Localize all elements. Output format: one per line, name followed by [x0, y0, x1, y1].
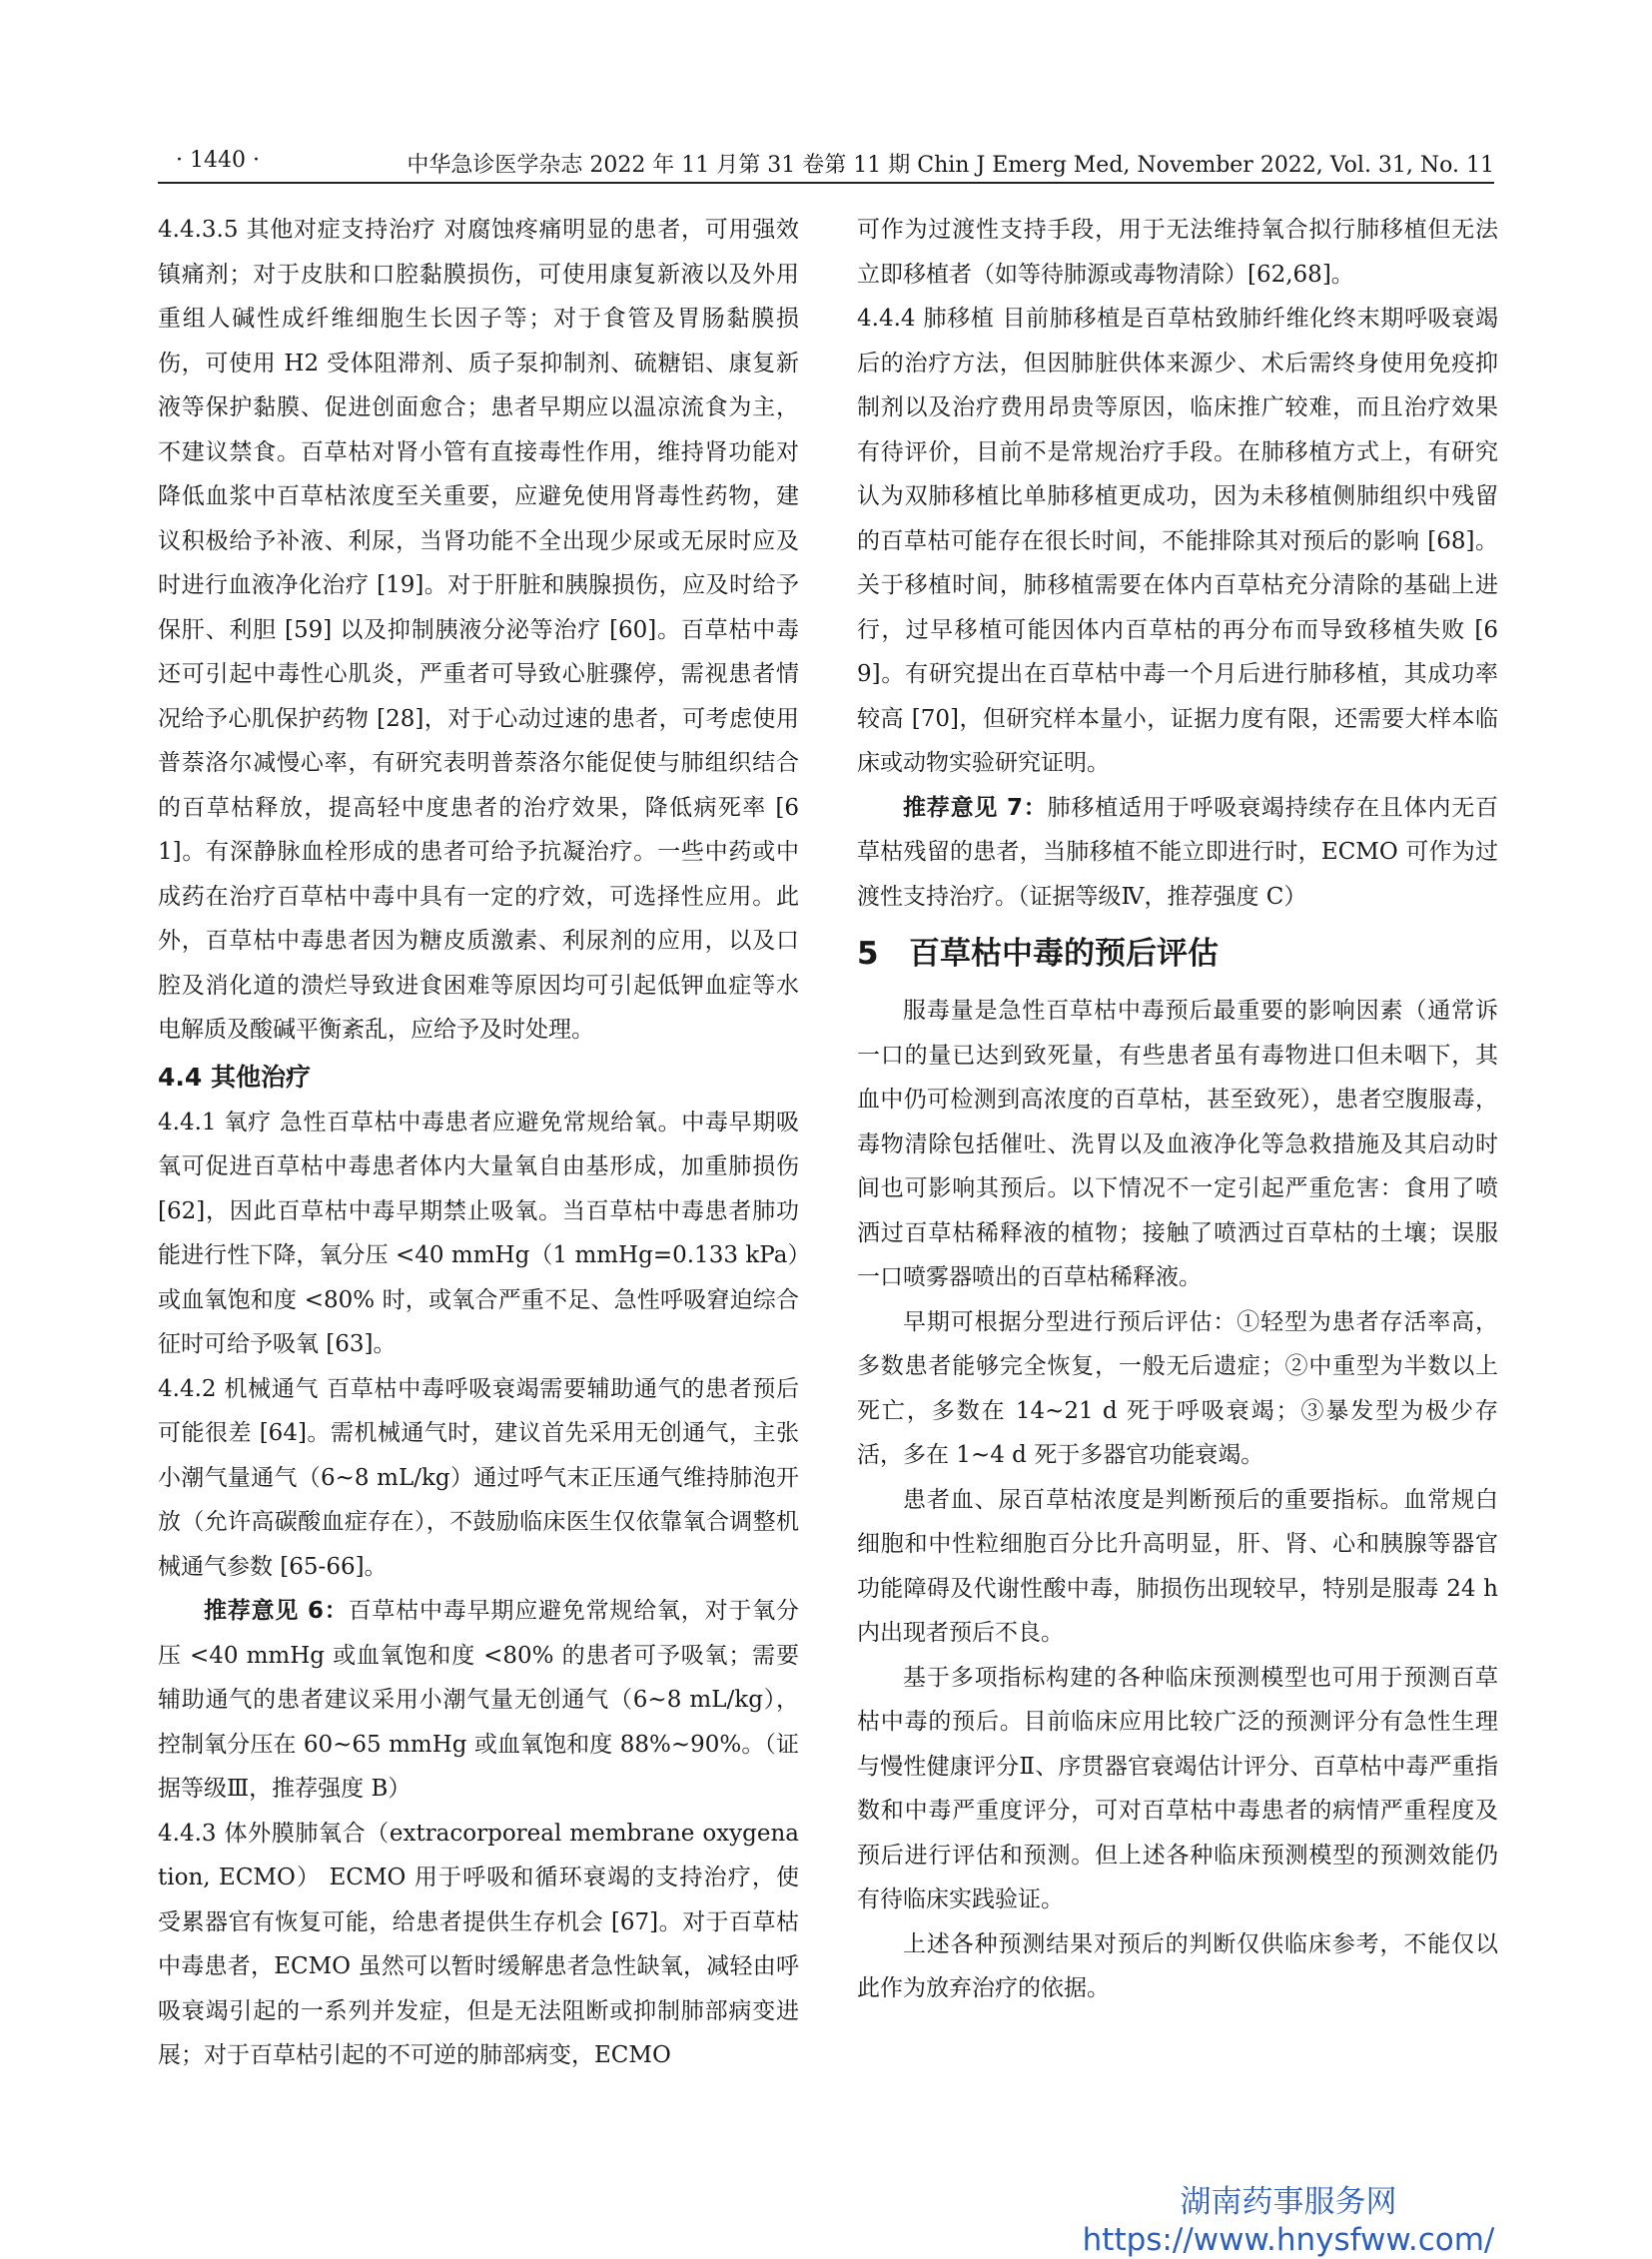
prognosis-paragraph-4: 基于多项指标构建的各种临床预测模型也可用于预测百草枯中毒的预后。目前临床应用比较广泛的预测评分有急性生理与慢性健康评分Ⅱ、序贯器官衰竭估计评分、百草枯中毒严重指数和中毒严重度评分，可对百草枯中毒患者的病情严重程度及预后进行评估和预测。但上述各种临床预测模型的预测效能仍有待临床实践验证。: [857, 1664, 1498, 1912]
prognosis-paragraph-5: 上述各种预测结果对预后的判断仅供临床参考，不能仅以此作为放弃治疗的依据。: [857, 1930, 1498, 2001]
heading-section-5: [857, 931, 1498, 977]
section-4-4-4: 4.4.4 肺移植 目前肺移植是百草枯致肺纤维化终末期呼吸衰竭后的治疗方法，但因肺脏供体来源少、术后需终身使用免疫抑制剂以及治疗费用昂贵等原因，临床推广较难，而且治疗效果有待评价，目前不是常规治疗手段。在肺移植方式上，有研究认为双肺移植比单肺移植更成功，因为未移植侧肺组织中残留的百草枯可能存在很长时间，不能排除其对预后的影响 [68]。关于移植时间，肺移植需要在体内百草枯充分清除的基础上进行，过早移植可能因体内百草枯的再分布而导致移植失败 [69]。有研究提出在百草枯中毒一个月后进行肺移植，其成功率较高 [70]，但研究样本量小，证据力度有限，还需要大样本临床或动物实验研究证明。: [857, 306, 1498, 776]
prognosis-paragraph-2: 早期可根据分型进行预后评估：①轻型为患者存活率高，多数患者能够完全恢复，一般无后遗症；②中重型为半数以上死亡，多数在 14~21 d 死于呼吸衰竭；③暴发型为极少存活，多在 1~4 d 死于多器官功能衰竭。: [857, 1308, 1498, 1468]
section-4-4-2: 4.4.2 机械通气 百草枯中毒呼吸衰竭需要辅助通气的患者预后可能很差 [64]。需机械通气时，建议首先采用无创通气，主张小潮气量通气（6~8 mL/kg）通过呼气末正压通气维持肺泡开放（允许高碳酸血症存在），不鼓励临床医生仅依靠氧合调整机械通气参数 [65-66]。: [158, 1375, 799, 1580]
page-number: · 1440 ·: [176, 148, 260, 173]
recommendation-7-text: 肺移植适用于呼吸衰竭持续存在且体内无百草枯残留的患者，当肺移植不能立即进行时，ECMO 可作为过渡性支持治疗。（证据等级Ⅳ，推荐强度 C）: [857, 794, 1498, 910]
site-watermark: [1069, 2183, 1508, 2259]
watermark-url[interactable]: https://www.hnysfww.com/: [1082, 2222, 1495, 2258]
recommendation-6-text: 百草枯中毒早期应避免常规给氧，对于氧分压 <40 mmHg 或血氧饱和度 <80% 的患者可予吸氧；需要辅助通气的患者建议采用小潮气量无创通气（6~8 mL/kg），控制氧分压在 60~65 mmHg 或血氧饱和度 88%~90%。（证据等级Ⅲ，推荐强度 B）: [158, 1598, 799, 1802]
section-4-4-1: 4.4.1 氧疗 急性百草枯中毒患者应避免常规给氧。中毒早期吸氧可促进百草枯中毒患者体内大量氧自由基形成，加重肺损伤 [62]，因此百草枯中毒早期禁止吸氧。当百草枯中毒患者肺功能进行性下降，氧分压 <40 mmHg（1 mmHg=0.133 kPa）或血氧饱和度 <80% 时，或氧合严重不足、急性呼吸窘迫综合征时可给予吸氧 [63]。: [158, 1109, 799, 1357]
recommendation-7: [857, 786, 1498, 920]
section-4-4-3: 4.4.3 体外膜肺氧合（extracorporeal membrane oxygenation, ECMO） ECMO 用于呼吸和循环衰竭的支持治疗，使受累器官有恢复可能，给患者提供生存机会 [67]。对于百草枯中毒患者，ECMO 虽然可以暂时缓解患者急性缺氧，减轻由呼吸衰竭引起的一系列并发症，但是无法阻断或抑制肺部病变进展；对于百草枯引起的不可逆的肺部病变，ECMO: [158, 1820, 799, 2068]
recommendation-7-label: 推荐意见 7：: [903, 794, 1048, 821]
section-4-4-3-5: 4.4.3.5 其他对症支持治疗 对腐蚀疼痛明显的患者，可用强效镇痛剂；对于皮肤和口腔黏膜损伤，可使用康复新液以及外用重组人碱性成纤维细胞生长因子等；对于食管及胃肠黏膜损伤，可使用 H2 受体阻滞剂、质子泵抑制剂、硫糖铝、康复新液等保护黏膜、促进创面愈合；患者早期应以温凉流食为主，不建议禁食。百草枯对肾小管有直接毒性作用，维持肾功能对降低血浆中百草枯浓度至关重要，应避免使用肾毒性药物，建议积极给予补液、利尿，当肾功能不全出现少尿或无尿时应及时进行血液净化治疗 [19]。对于肝脏和胰腺损伤，应及时给予保肝、利胆 [59] 以及抑制胰液分泌等治疗 [60]。百草枯中毒还可引起中毒性心肌炎，严重者可导致心脏骤停，需视患者情况给予心肌保护药物 [28]，对于心动过速的患者，可考虑使用普萘洛尔减慢心率，有研究表明普萘洛尔能促使与肺组织结合的百草枯释放，提高轻中度患者的治疗效果，降低病死率 [61]。有深静脉血栓形成的患者可给予抗凝治疗。一些中药或中成药在治疗百草枯中毒中具有一定的疗效，可选择性应用。此外，百草枯中毒患者因为糖皮质激素、利尿剂的应用，以及口腔及消化道的溃烂导致进食困难等原因均可引起低钾血症等水电解质及酸碱平衡紊乱，应给予及时处理。: [158, 217, 799, 1043]
section-4-4-3-continued: 可作为过渡性支持手段，用于无法维持氧合拟行肺移植但无法立即移植者（如等待肺源或毒物清除）[62,68]。: [857, 217, 1498, 288]
prognosis-paragraph-1: 服毒量是急性百草枯中毒预后最重要的影响因素（通常诉一口的量已达到致死量，有些患者虽有毒物进口但未咽下，其血中仍可检测到高浓度的百草枯，甚至致死），患者空腹服毒，毒物清除包括催吐、洗胃以及血液净化等急救措施及其启动时间也可影响其预后。以下情况不一定引起严重危害：食用了喷洒过百草枯稀释液的植物；接触了喷洒过百草枯的土壤；误服一口喷雾器喷出的百草枯稀释液。: [857, 998, 1498, 1290]
left-column: [158, 208, 799, 2078]
right-column: [857, 208, 1498, 2011]
heading-4-4: 4.4 其他治疗: [158, 1062, 311, 1092]
prognosis-paragraph-3: 患者血、尿百草枯浓度是判断预后的重要指标。血常规白细胞和中性粒细胞百分比升高明显，肝、肾、心和胰腺等器官功能障碍及代谢性酸中毒，肺损伤出现较早，特别是服毒 24 h 内出现者预后不良。: [857, 1486, 1498, 1646]
journal-citation: 中华急诊医学杂志 2022 年 11 月第 31 卷第 11 期 Chin J Emerg Med, November 2022, Vol. 31, No. 11: [407, 153, 1494, 178]
page-header: [158, 142, 1494, 184]
recommendation-6: [158, 1589, 799, 1812]
watermark-name: 湖南药事服务网: [1180, 2184, 1397, 2220]
section-5-number: 5: [857, 936, 879, 972]
section-5-title: 百草枯中毒的预后评估: [909, 936, 1219, 972]
recommendation-6-label: 推荐意见 6：: [204, 1598, 349, 1624]
